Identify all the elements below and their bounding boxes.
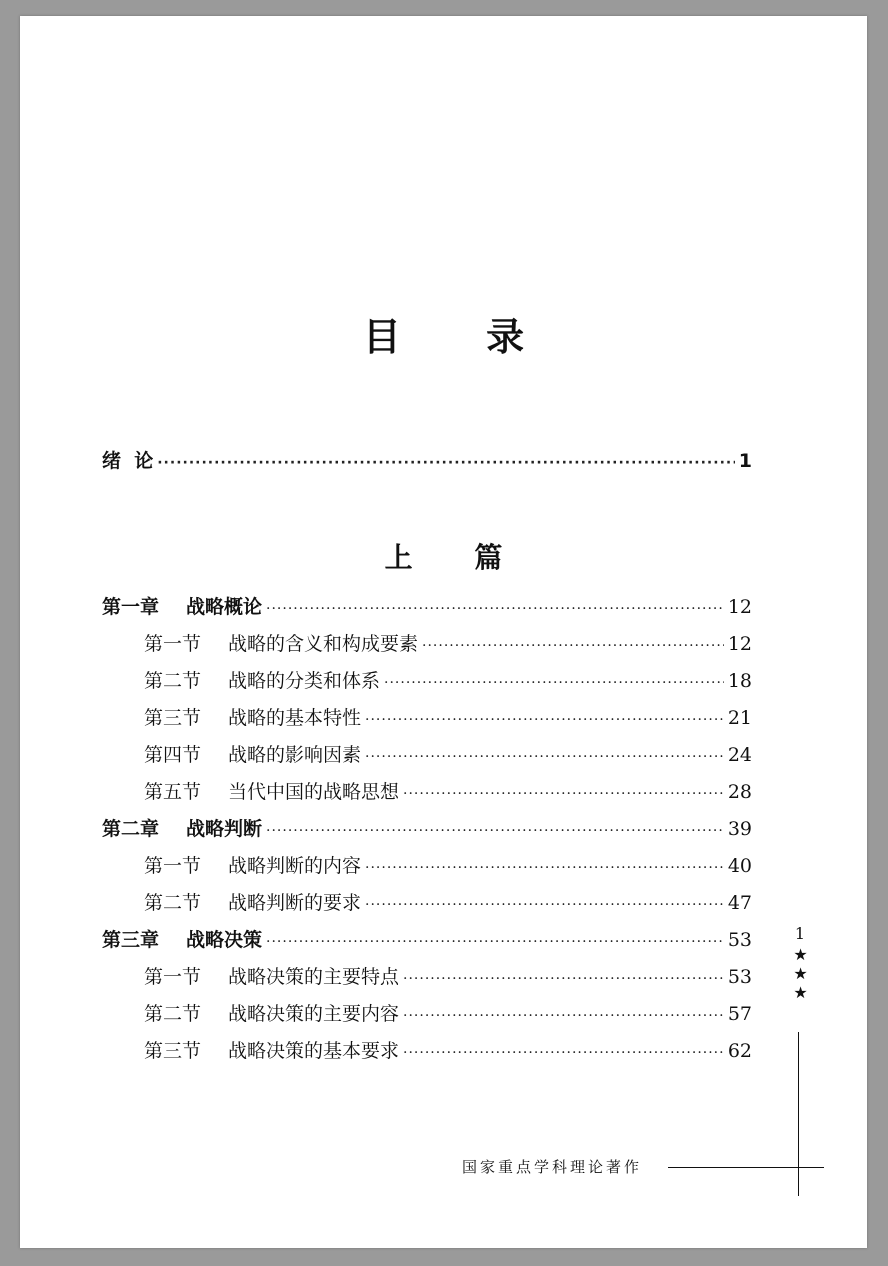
section-page: 57 <box>727 1003 752 1025</box>
toc-leader-dots <box>403 781 724 807</box>
section-number: 第一节 <box>144 633 202 655</box>
chapter-title: 战略概论 <box>186 596 263 618</box>
star-icon: ★★★ <box>791 945 810 1002</box>
section-number: 第三节 <box>144 1040 202 1062</box>
toc-chapter <box>102 927 752 953</box>
section-title: 战略的基本特性 <box>228 707 362 729</box>
section-page: 53 <box>727 966 752 988</box>
toc-leader-dots <box>365 744 724 770</box>
footer-rule <box>668 1167 824 1168</box>
section-page: 12 <box>727 633 752 655</box>
section-page: 18 <box>727 670 752 692</box>
side-page-marker <box>790 924 810 1002</box>
section-number: 第一节 <box>144 855 202 877</box>
page-title: 目 录 <box>362 315 561 359</box>
section-page: 24 <box>727 744 752 766</box>
section-number: 第二节 <box>144 670 202 692</box>
toc-leader-dots <box>157 450 735 476</box>
toc-section <box>144 1001 752 1027</box>
toc-leader-dots <box>266 818 724 844</box>
toc-section <box>144 1038 752 1064</box>
chapter-page: 53 <box>727 929 752 951</box>
toc-section <box>144 779 752 805</box>
section-title: 战略决策的主要特点 <box>228 966 400 988</box>
section-title: 战略的分类和体系 <box>228 670 381 692</box>
toc-leader-dots <box>422 633 724 659</box>
toc-leader-dots <box>384 670 724 696</box>
toc-section <box>144 705 752 731</box>
toc-intro <box>102 448 752 474</box>
section-number: 第四节 <box>144 744 202 766</box>
section-title: 当代中国的战略思想 <box>228 781 400 803</box>
toc-chapter <box>102 594 752 620</box>
toc-section <box>144 964 752 990</box>
toc-leader-dots <box>365 892 724 918</box>
section-number: 第三节 <box>144 707 202 729</box>
chapter-number: 第一章 <box>102 596 160 618</box>
toc-leader-dots <box>266 929 724 955</box>
section-page: 21 <box>727 707 752 729</box>
toc-leader-dots <box>403 1040 724 1066</box>
section-page: 47 <box>727 892 752 914</box>
section-title: 战略决策的基本要求 <box>228 1040 400 1062</box>
chapter-title: 战略判断 <box>186 818 263 840</box>
toc-intro-page: 1 <box>738 450 752 472</box>
toc-leader-dots <box>365 707 724 733</box>
toc-section <box>144 631 752 657</box>
section-page: 40 <box>727 855 752 877</box>
section-title: 战略的含义和构成要素 <box>228 633 419 655</box>
chapter-number: 第三章 <box>102 929 160 951</box>
section-number: 第五节 <box>144 781 202 803</box>
toc-chapter <box>102 816 752 842</box>
part-heading: 上 篇 <box>384 541 529 574</box>
section-number: 第二节 <box>144 1003 202 1025</box>
section-title: 战略决策的主要内容 <box>228 1003 400 1025</box>
toc-section <box>144 890 752 916</box>
toc-leader-dots <box>403 1003 724 1029</box>
section-page: 62 <box>727 1040 752 1062</box>
chapter-number: 第二章 <box>102 818 160 840</box>
document-page <box>20 16 867 1248</box>
section-title: 战略判断的要求 <box>228 892 362 914</box>
toc-intro-label: 绪 论 <box>102 450 154 472</box>
section-title: 战略判断的内容 <box>228 855 362 877</box>
footer-series-title: 国家重点学科理论著作 <box>462 1158 643 1176</box>
chapter-title: 战略决策 <box>186 929 263 951</box>
side-rule <box>798 1032 799 1196</box>
toc-leader-dots <box>365 855 724 881</box>
section-title: 战略的影响因素 <box>228 744 362 766</box>
toc-section <box>144 668 752 694</box>
section-number: 第二节 <box>144 892 202 914</box>
toc-section <box>144 742 752 768</box>
chapter-page: 39 <box>727 818 752 840</box>
side-page-number: 1 <box>794 924 806 943</box>
toc-section <box>144 853 752 879</box>
section-number: 第一节 <box>144 966 202 988</box>
section-page: 28 <box>727 781 752 803</box>
chapter-page: 12 <box>727 596 752 618</box>
toc-leader-dots <box>403 966 724 992</box>
toc-leader-dots <box>266 596 724 622</box>
